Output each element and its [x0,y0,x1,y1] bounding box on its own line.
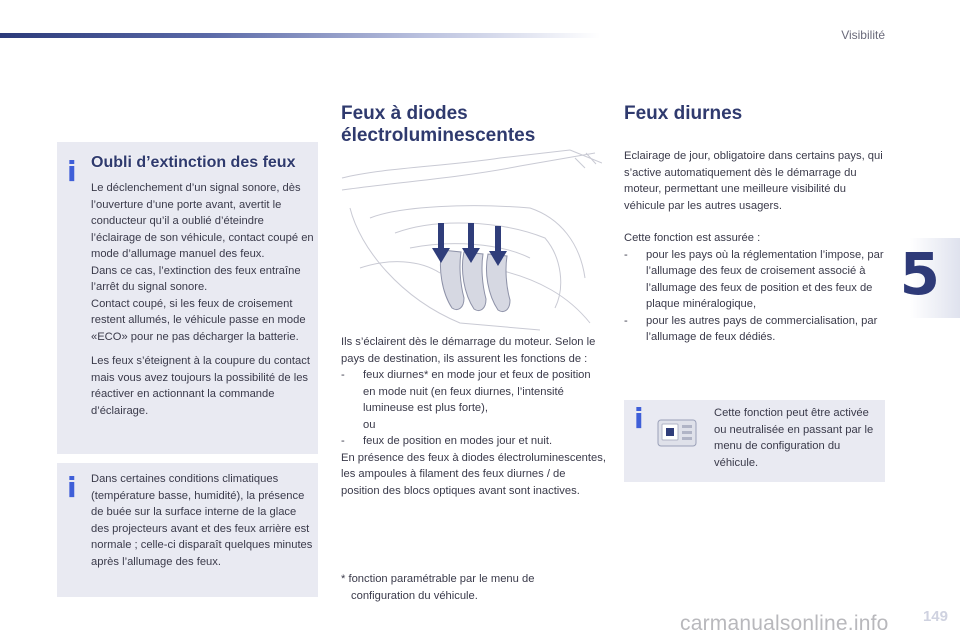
page-number: 149 [922,608,948,625]
paragraph: Contact coupé, si les feux de croisement restent allumés, le véhicule passe en mode «ECO» pour ne pas décharger la batterie. [91,297,306,343]
info-icon: i [67,155,77,188]
watermark: carmanualsonline.info [680,612,889,635]
box-text-condensation: Dans certaines conditions climatiques (température basse, humidité), la présence de buée sur la surface interne de la glace des projecteurs avant et des feux arrière est normale ; celle-ci disparaît quelques minutes après l’allumage des feux. [91,473,313,568]
list-item [624,313,886,346]
list-item-text: feux de position en modes jour et nuit. [363,435,553,447]
display-screen-icon [657,419,697,447]
led-section-body [341,334,606,499]
or-text: ou [363,418,376,431]
paragraph: Les feux s’éteignent à la coupure du contact mais vous avez toujours la possibilité de les réactiver en actionnant la commande d’éclairage. [91,355,310,417]
footnote [341,571,601,604]
list-item-text: pour les pays où la réglementation l’impose, par l’allumage des feux de croisement associé à l’allumage des feux de position et des feux de plaque minéralogique, [646,248,884,310]
footnote-star: * [341,573,346,585]
list-dash: - [624,248,628,261]
list-item [624,247,886,313]
paragraph: Eclairage de jour, obligatoire dans certains pays, qui s’active automatiquement dès le démarrage du moteur, permettant une meilleure visibilité du véhicule par les autres usagers. [624,150,883,212]
footnote-line: fonction paramétrable par le menu de [348,573,535,585]
paragraph: Le déclenchement d’un signal sonore, dès l’ouverture d’une porte avant, avertit le conducteur qu’il a oublié d’éteindre l’éclairage de son véhicule, contact coupé en mode d’allumage manuel des feux. [91,182,314,260]
footnote-line: configuration du véhicule. [351,589,478,602]
list-item-text: pour les autres pays de commercialisation, par l’allumage de feux dédiés. [646,314,878,343]
chapter-number: 5 [899,240,940,308]
list-dash: - [341,435,345,447]
box-text-forgotten-lights [91,180,316,419]
intro-text: Ils s’éclairent dès le démarrage du moteur. Selon le pays de destination, ils assurent les fonctions de : [341,336,596,365]
list-dash: - [624,314,628,327]
info-icon: i [67,471,77,504]
drl-section-title: Feux diurnes [624,103,743,124]
box-text-drl-config: Cette fonction peut être activée ou neutralisée en passant par le menu de configuration du véhicule. [714,407,874,469]
box-title-forgotten-lights: Oubli d’extinction des feux [91,154,296,171]
drl-section-body [624,148,886,346]
paragraph: Dans ce cas, l’extinction des feux entraîne l’arrêt du signal sonore. [91,264,301,293]
section-title: Visibilité [841,28,885,42]
info-icon: i [634,402,644,435]
header-rule [0,33,600,38]
title-line: Feux à diodes [341,103,468,124]
list-dash: - [341,369,345,381]
led-section-title [341,103,535,147]
title-line: électroluminescentes [341,125,536,146]
list-item [341,433,606,450]
headlight-illustration [340,148,602,333]
list-item [341,367,606,417]
closing-text: En présence des feux à diodes électroluminescentes, les ampoules à filament des feux diurnes / de position des blocs optiques avant sont inactives. [341,451,606,497]
list-item-text: feux diurnes* en mode jour et feux de position en mode nuit (en feux diurnes, l’intensité lumineuse est plus forte), [363,369,591,414]
paragraph: Cette fonction est assurée : [624,232,761,244]
